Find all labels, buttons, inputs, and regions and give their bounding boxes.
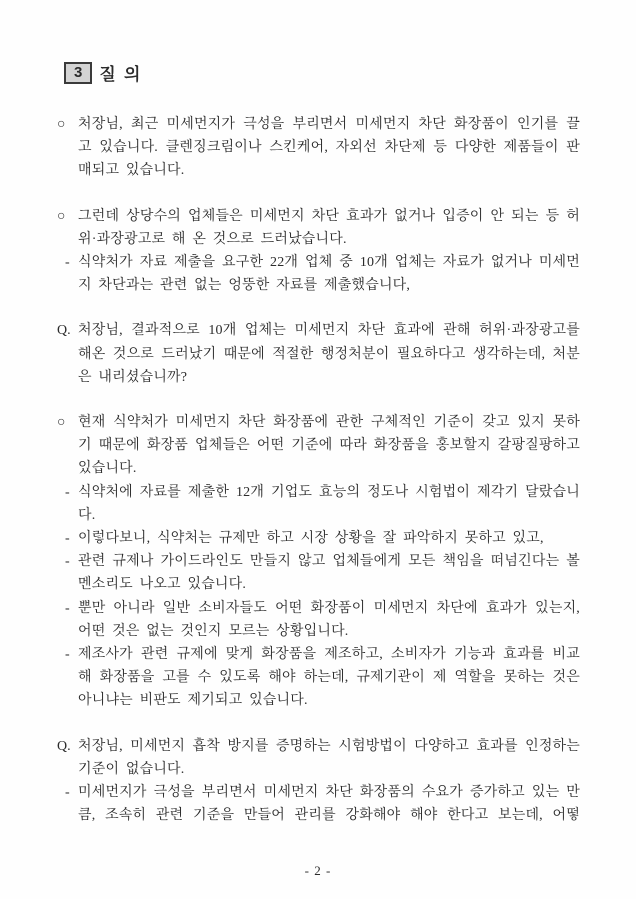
paragraph-group <box>57 735 580 828</box>
paragraph-text: 이렇다보니, 식약처는 규제만 하고 시장 상황을 잘 파악하지 못하고 있고, <box>78 531 544 547</box>
paragraph-marker: - <box>65 785 70 801</box>
paragraph-group <box>57 411 580 713</box>
sub-point-paragraph <box>57 643 580 713</box>
paragraph-marker: - <box>65 647 70 663</box>
sub-point-paragraph <box>57 481 580 527</box>
bullet-paragraph <box>57 411 580 481</box>
sub-point-paragraph <box>57 527 580 550</box>
paragraph-marker: Q. <box>57 738 71 754</box>
sub-point-paragraph <box>57 597 580 643</box>
paragraph-group <box>57 205 580 298</box>
paragraph-marker: - <box>65 531 70 547</box>
section-title: 질 의 <box>99 65 143 84</box>
paragraph-text: 제조사가 관련 규제에 맞게 화장품을 제조하고, 소비자가 기능과 효과를 비교해 화장품을 고를 수 있도록 해야 하는데, 규제기관이 제 역할을 못하는 것은 아니냐는 비판도 제기되고 있습니다. <box>78 647 580 709</box>
paragraph-text: 식약처에 자료를 제출한 12개 기업도 효능의 정도나 시험법이 제각기 달랐습니다. <box>78 484 580 523</box>
paragraph-text: 식약처가 자료 제출을 요구한 22개 업체 중 10개 업체는 자료가 없거나 미세먼지 차단과는 관련 없는 엉뚱한 자료를 제출했습니다, <box>78 255 580 294</box>
paragraph-text: 그런데 상당수의 업체들은 미세먼지 차단 효과가 없거나 입증이 안 되는 등 허위·과장광고로 해 온 것으로 드러났습니다. <box>78 208 580 247</box>
page-number: - 2 - <box>304 863 332 878</box>
paragraph-group <box>57 319 580 389</box>
paragraph-text: 뿐만 아니라 일반 소비자들도 어떤 화장품이 미세먼지 차단에 효과가 있는지, 어떤 것은 없는 것인지 모르는 상황입니다. <box>78 600 580 639</box>
bullet-paragraph <box>57 205 580 251</box>
paragraph-text: 처장님, 최근 미세먼지가 극성을 부리면서 미세먼지 차단 화장품이 인기를 끌고 있습니다. 클렌징크림이나 스킨케어, 자외선 차단제 등 다양한 제품들이 판매되고 있습니다. <box>78 117 580 179</box>
paragraph-text: 미세먼지가 극성을 부리면서 미세먼지 차단 화장품의 수요가 증가하고 있는 만큼, 조속히 관련 기준을 만들어 관리를 강화해야 해야 한다고 보는데, 어떻 <box>78 785 580 824</box>
document-body <box>57 113 580 827</box>
paragraph-marker: Q. <box>57 323 71 339</box>
sub-point-paragraph <box>57 550 580 596</box>
paragraph-text: 처장님, 미세먼지 흡착 방지를 증명하는 시험방법이 다양하고 효과를 인정하는 기준이 없습니다. <box>78 738 580 777</box>
sub-point-paragraph <box>57 781 580 827</box>
paragraph-marker: ○ <box>57 208 66 224</box>
paragraph-group <box>57 113 580 183</box>
sub-point-paragraph <box>57 251 580 297</box>
paragraph-text: 관련 규제나 가이드라인도 만들지 않고 업체들에게 모든 책임을 떠넘긴다는 볼멘소리도 나오고 있습니다. <box>78 554 580 593</box>
section-header <box>64 60 580 85</box>
paragraph-text: 현재 식약처가 미세먼지 차단 화장품에 관한 구체적인 기준이 갖고 있지 못하기 때문에 화장품 업체들은 어떤 기준에 따라 화장품을 홍보할지 갈팡질팡하고 있습니다. <box>78 415 580 477</box>
paragraph-marker: ○ <box>57 117 66 132</box>
paragraph-marker: - <box>65 600 70 616</box>
paragraph-marker: - <box>65 484 70 500</box>
paragraph-marker: - <box>65 255 70 271</box>
question-paragraph <box>57 319 580 389</box>
question-paragraph <box>57 735 580 781</box>
paragraph-marker: ○ <box>57 415 66 431</box>
paragraph-marker: - <box>65 554 70 570</box>
bullet-paragraph <box>57 113 580 183</box>
section-number-box: 3 <box>64 62 92 84</box>
paragraph-text: 처장님, 결과적으로 10개 업체는 미세먼지 차단 효과에 관해 허위·과장광고를 해온 것으로 드러났기 때문에 적절한 행정처분이 필요하다고 생각하는데, 처분은 내리셨습니까? <box>78 323 580 385</box>
